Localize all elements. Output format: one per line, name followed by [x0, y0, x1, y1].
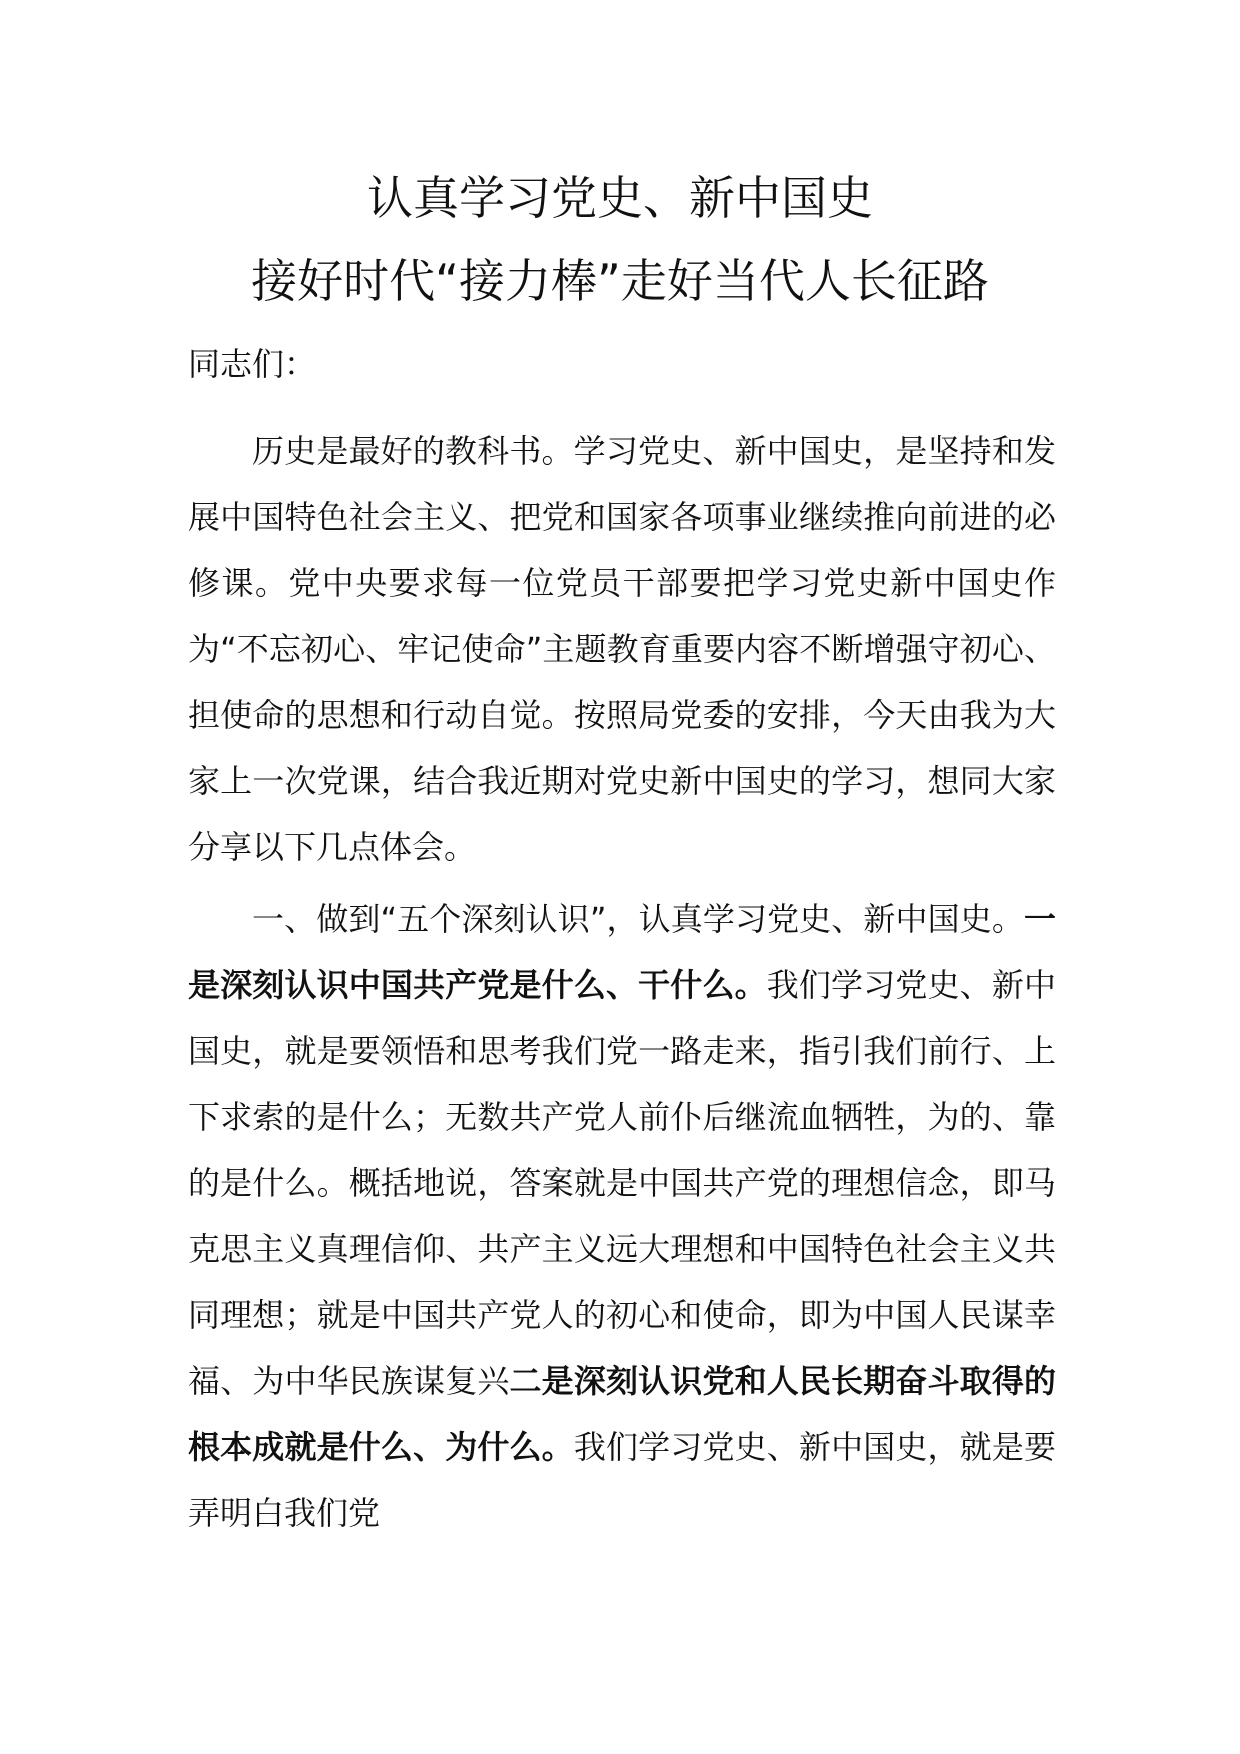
document-title-line-2: 接好时代“接力棒”走好当代人长征路 [251, 254, 989, 308]
point-two-heading: 二是深刻认识党和人民长期奋斗取得的根本成就是什么、为什么。 [188, 1362, 1056, 1466]
paragraph-section-one [188, 886, 1056, 1546]
document-title-line-1: 认真学习党史、新中国史 [367, 171, 873, 225]
salutation: 同志们： [188, 345, 317, 383]
point-one-heading: 一是深刻认识中国共产党是什么、干什么。 [188, 900, 1056, 1004]
point-two-text: 我们学习党史、新中国史，就是要弄明白我们党 [188, 1428, 1056, 1532]
point-one-text: 我们学习党史、新中国史，就是要领悟和思考我们党一路走来，指引我们前行、上下求索的是什么；无数共产党人前仆后继流血牺牲，为的、靠的是什么。概括地说，答案就是中国共产党的理想信念，即马克思主义真理信仰、共产主义远大理想和中国特色社会主义共同理想；就是中国共产党人的初心和使命，即为中国人民谋幸福、为中华民族谋复兴 [188, 966, 1056, 1400]
paragraph-introduction: 历史是最好的教科书。学习党史、新中国史，是坚持和发展中国特色社会主义、把党和国家各项事业继续推向前进的必修课。党中央要求每一位党员干部要把学习党史新中国史作为“不忘初心、牢记使命”主题教育重要内容不断增强守初心、担使命的思想和行动自觉。按照局党委的安排，今天由我为大家上一次党课，结合我近期对党史新中国史的学习，想同大家分享以下几点体会。 [188, 432, 1056, 866]
section-heading: 一、做到“五个深刻认识”，认真学习党史、新中国史。 [252, 900, 1024, 938]
